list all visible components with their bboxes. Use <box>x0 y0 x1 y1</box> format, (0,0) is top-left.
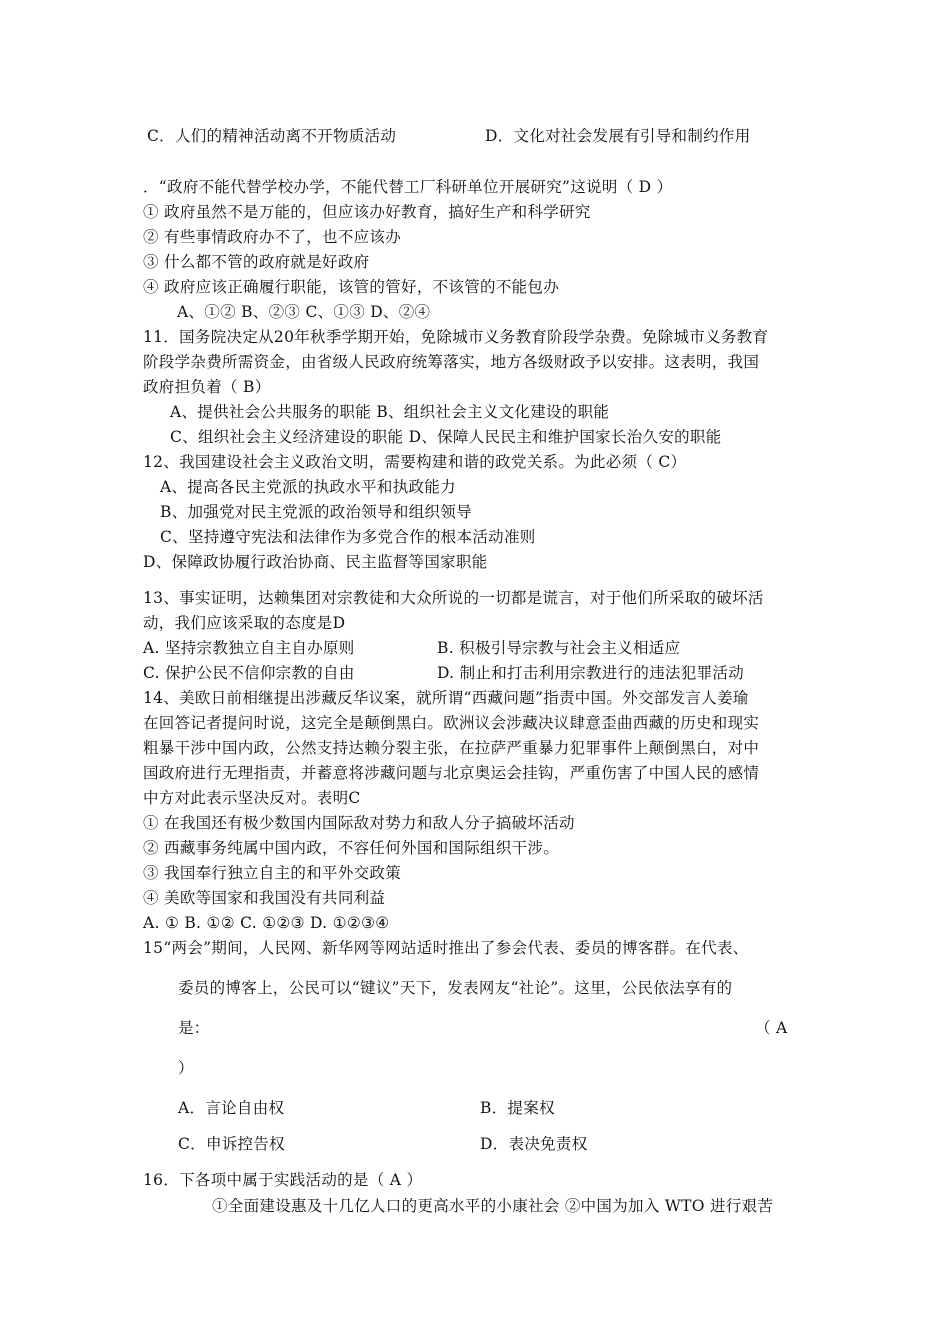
question-10-stem: ．“政府不能代替学校办学，不能代替工厂科研单位开展研究”这说明（ D ） <box>143 178 673 196</box>
question-16-statement-line: ①全面建设惠及十几亿人口的更高水平的小康社会 ②中国为加入 WTO 进行艰苦 <box>212 1197 774 1215</box>
statement-1: ① 政府虽然不是万能的，但应该办好教育，搞好生产和科学研究 <box>143 203 591 221</box>
question-14-statement-2: ② 西藏事务纯属中国内政，不容任何外国和国际组织干涉。 <box>143 839 560 857</box>
question-13-option-c: C. 保护公民不信仰宗教的自由 <box>143 664 355 682</box>
option-c-line: C．人们的精神活动离不开物质活动 <box>147 127 397 145</box>
question-12-option-b: B、加强党对民主党派的政治领导和组织领导 <box>160 503 472 521</box>
question-11-line-1: 11．国务院决定从20年秋季学期开始，免除城市义务教育阶段学杂费。免除城市义务教育 <box>143 328 769 346</box>
question-15-option-d: D．表决免责权 <box>480 1135 588 1153</box>
question-14-statement-1: ① 在我国还有极少数国内国际敌对势力和敌人分子搞破坏活动 <box>143 814 575 832</box>
question-11-options-cd: C、组织社会主义经济建设的职能 D、保障人民民主和维护国家长治久安的职能 <box>170 428 722 446</box>
question-15-line-3: 是： <box>178 1019 210 1037</box>
question-14-line-2: 在回答记者提问时说，这完全是颠倒黑白。欧洲议会涉藏决议肆意歪曲西藏的历史和现实 <box>143 714 760 732</box>
question-14-line-1: 14、美欧日前相继提出涉藏反华议案，就所谓“西藏问题”指责中国。外交部发言人姜瑜 <box>143 689 749 707</box>
question-11-line-2: 阶段学杂费所需资金，由省级人民政府统筹落实，地方各级财政予以安排。这表明，我国 <box>143 353 760 371</box>
question-14-line-5: 中方对此表示坚决反对。表明C <box>143 789 361 807</box>
question-13-option-d: D. 制止和打击利用宗教进行的违法犯罪活动 <box>437 664 745 682</box>
statement-2: ② 有些事情政府办不了，也不应该办 <box>143 228 402 246</box>
question-13-option-b: B. 积极引导宗教与社会主义相适应 <box>437 639 681 657</box>
question-14-statement-3: ③ 我国奉行独立自主的和平外交政策 <box>143 864 402 882</box>
question-13-line-1: 13、事实证明，达赖集团对宗教徒和大众所说的一切都是谎言，对于他们所采取的破坏活 <box>143 589 764 607</box>
question-15-answer-close: ） <box>178 1059 194 1077</box>
option-d-line: D．文化对社会发展有引导和制约作用 <box>485 127 751 145</box>
question-11-options-ab: A、提供社会公共服务的职能 B、组织社会主义文化建设的职能 <box>170 403 610 421</box>
question-15-line-1: 15“两会”期间，人民网、新华网等网站适时推出了参会代表、委员的博客群。在代表、 <box>143 939 749 957</box>
statement-4: ④ 政府应该正确履行职能，该管的管好，不该管的不能包办 <box>143 278 560 296</box>
question-15-line-2: 委员的博客上，公民可以“键议”天下，发表网友“社论”。这里，公民依法享有的 <box>178 979 733 997</box>
question-15-answer: （ A <box>755 1019 788 1037</box>
question-15-option-b: B．提案权 <box>480 1099 555 1117</box>
question-12-option-c: C、坚持遵守宪法和法律作为多党合作的根本活动准则 <box>160 528 536 546</box>
statement-3: ③ 什么都不管的政府就是好政府 <box>143 253 370 271</box>
question-10-options: A、①② B、②③ C、①③ D、②④ <box>177 303 431 321</box>
question-15-option-a: A．言论自由权 <box>178 1099 285 1117</box>
question-14-line-4: 国政府进行无理指责，并蓄意将涉藏问题与北京奥运会挂钩，严重伤害了中国人民的感情 <box>143 764 760 782</box>
question-12-option-d: D、保障政协履行政治协商、民主监督等国家职能 <box>143 553 488 571</box>
question-12-stem: 12、我国建设社会主义政治文明，需要构建和谐的政党关系。为此必须（ C） <box>143 453 687 471</box>
question-15-option-c: C．申诉控告权 <box>178 1135 285 1153</box>
question-12-option-a: A、提高各民主党派的执政水平和执政能力 <box>160 478 456 496</box>
question-14-line-3: 粗暴干涉中国内政，公然支持达赖分裂主张，在拉萨严重暴力犯罪事件上颠倒黑白，对中 <box>143 739 760 757</box>
question-11-line-3: 政府担负着（ B） <box>143 378 271 396</box>
question-13-line-2: 动，我们应该采取的态度是D <box>143 614 346 632</box>
question-14-statement-4: ④ 美欧等国家和我国没有共同利益 <box>143 889 386 907</box>
question-13-option-a: A. 坚持宗教独立自主自办原则 <box>143 639 355 657</box>
question-14-options: A. ① B. ①② C. ①②③ D. ①②③④ <box>143 914 390 932</box>
question-16-stem: 16．下各项中属于实践活动的是（ A ） <box>143 1171 423 1189</box>
